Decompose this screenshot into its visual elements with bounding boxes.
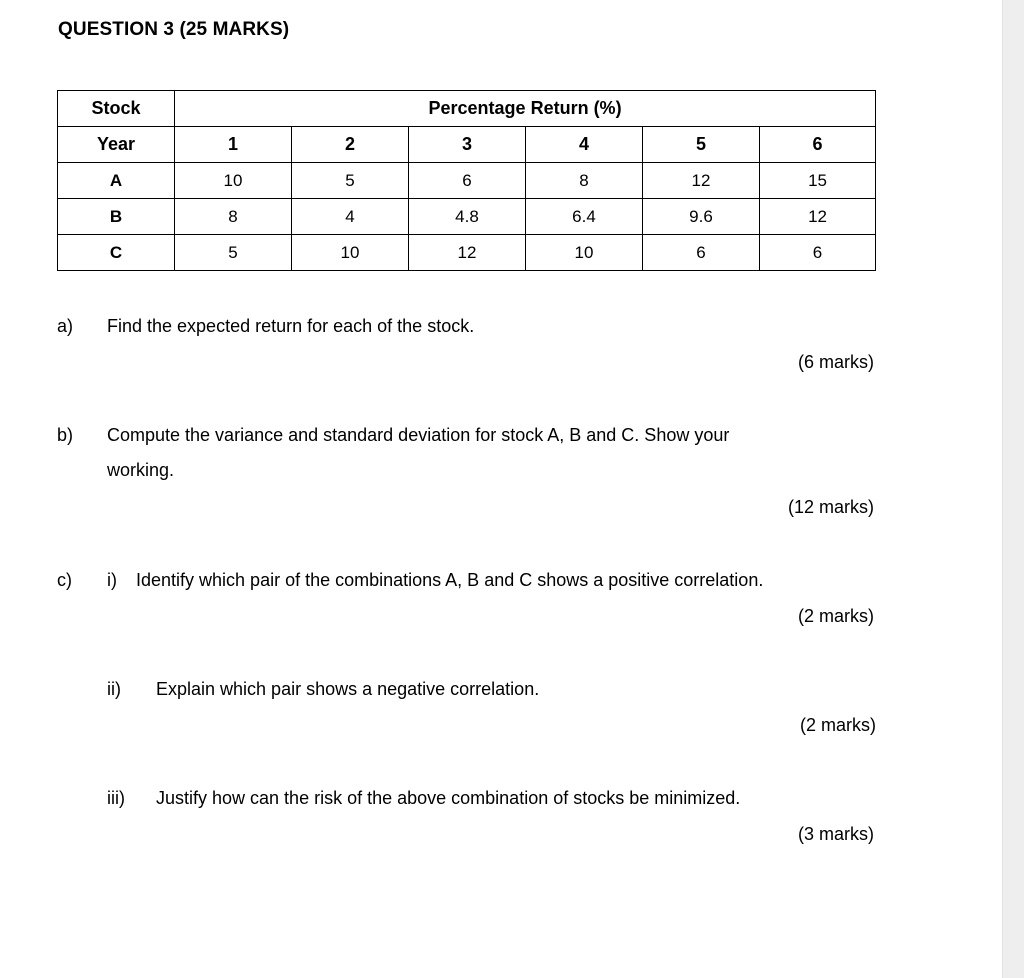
table-header-row: [58, 91, 876, 127]
return-cell: 8: [175, 199, 292, 235]
return-cell: 6: [643, 235, 760, 271]
question-c-iii-label: iii): [107, 788, 125, 808]
question-c-ii-text: Explain which pair shows a negative correlation.: [156, 679, 540, 699]
year-cell: 5: [643, 127, 760, 163]
year-cell: 1: [175, 127, 292, 163]
table-row-stock-a: [58, 163, 876, 199]
return-cell: 5: [292, 163, 409, 199]
percentage-return-header: Percentage Return (%): [175, 91, 876, 127]
question-b-label: b): [57, 425, 74, 445]
question-a-label: a): [57, 316, 74, 336]
question-c-i-marks: (2 marks): [798, 606, 874, 626]
return-cell: 12: [409, 235, 526, 271]
stock-header: Stock: [58, 91, 175, 127]
question-b-text-line2: working.: [107, 460, 175, 480]
return-cell: 8: [526, 163, 643, 199]
return-cell: 12: [643, 163, 760, 199]
return-cell: 10: [175, 163, 292, 199]
page-gutter: [1002, 0, 1024, 978]
question-c-iii-marks: (3 marks): [798, 824, 874, 844]
return-cell: 6: [409, 163, 526, 199]
year-header: Year: [58, 127, 175, 163]
question-c-label: c): [57, 570, 72, 590]
return-cell: 12: [760, 199, 876, 235]
year-cell: 2: [292, 127, 409, 163]
year-row: [58, 127, 876, 163]
return-cell: 15: [760, 163, 876, 199]
page-title: QUESTION 3 (25 MARKS): [58, 19, 290, 40]
question-b-marks: (12 marks): [787, 497, 874, 517]
question-c-i-label: i): [107, 570, 117, 590]
return-cell: 4.8: [409, 199, 526, 235]
question-a-text: Find the expected return for each of the stock.: [107, 316, 475, 336]
question-c-i-text: Identify which pair of the combinations A, B and C shows a positive correlation.: [136, 570, 764, 590]
question-a-marks: (6 marks): [798, 352, 874, 372]
return-cell: 5: [175, 235, 292, 271]
return-cell: 10: [292, 235, 409, 271]
table-row-stock-b: [58, 199, 876, 235]
return-cell: 6.4: [526, 199, 643, 235]
return-cell: 10: [526, 235, 643, 271]
year-cell: 6: [760, 127, 876, 163]
question-c-ii-marks: (2 marks): [800, 715, 876, 735]
stock-label: B: [58, 199, 175, 235]
year-cell: 3: [409, 127, 526, 163]
question-c-iii-text: Justify how can the risk of the above combination of stocks be minimized.: [156, 788, 741, 808]
question-b-text-line1: Compute the variance and standard deviation for stock A, B and C. Show your: [107, 425, 730, 445]
question-c-ii-label: ii): [107, 679, 121, 699]
stock-label: C: [58, 235, 175, 271]
returns-table: [57, 90, 876, 271]
return-cell: 6: [760, 235, 876, 271]
return-cell: 9.6: [643, 199, 760, 235]
table-row-stock-c: [58, 235, 876, 271]
year-cell: 4: [526, 127, 643, 163]
return-cell: 4: [292, 199, 409, 235]
stock-label: A: [58, 163, 175, 199]
